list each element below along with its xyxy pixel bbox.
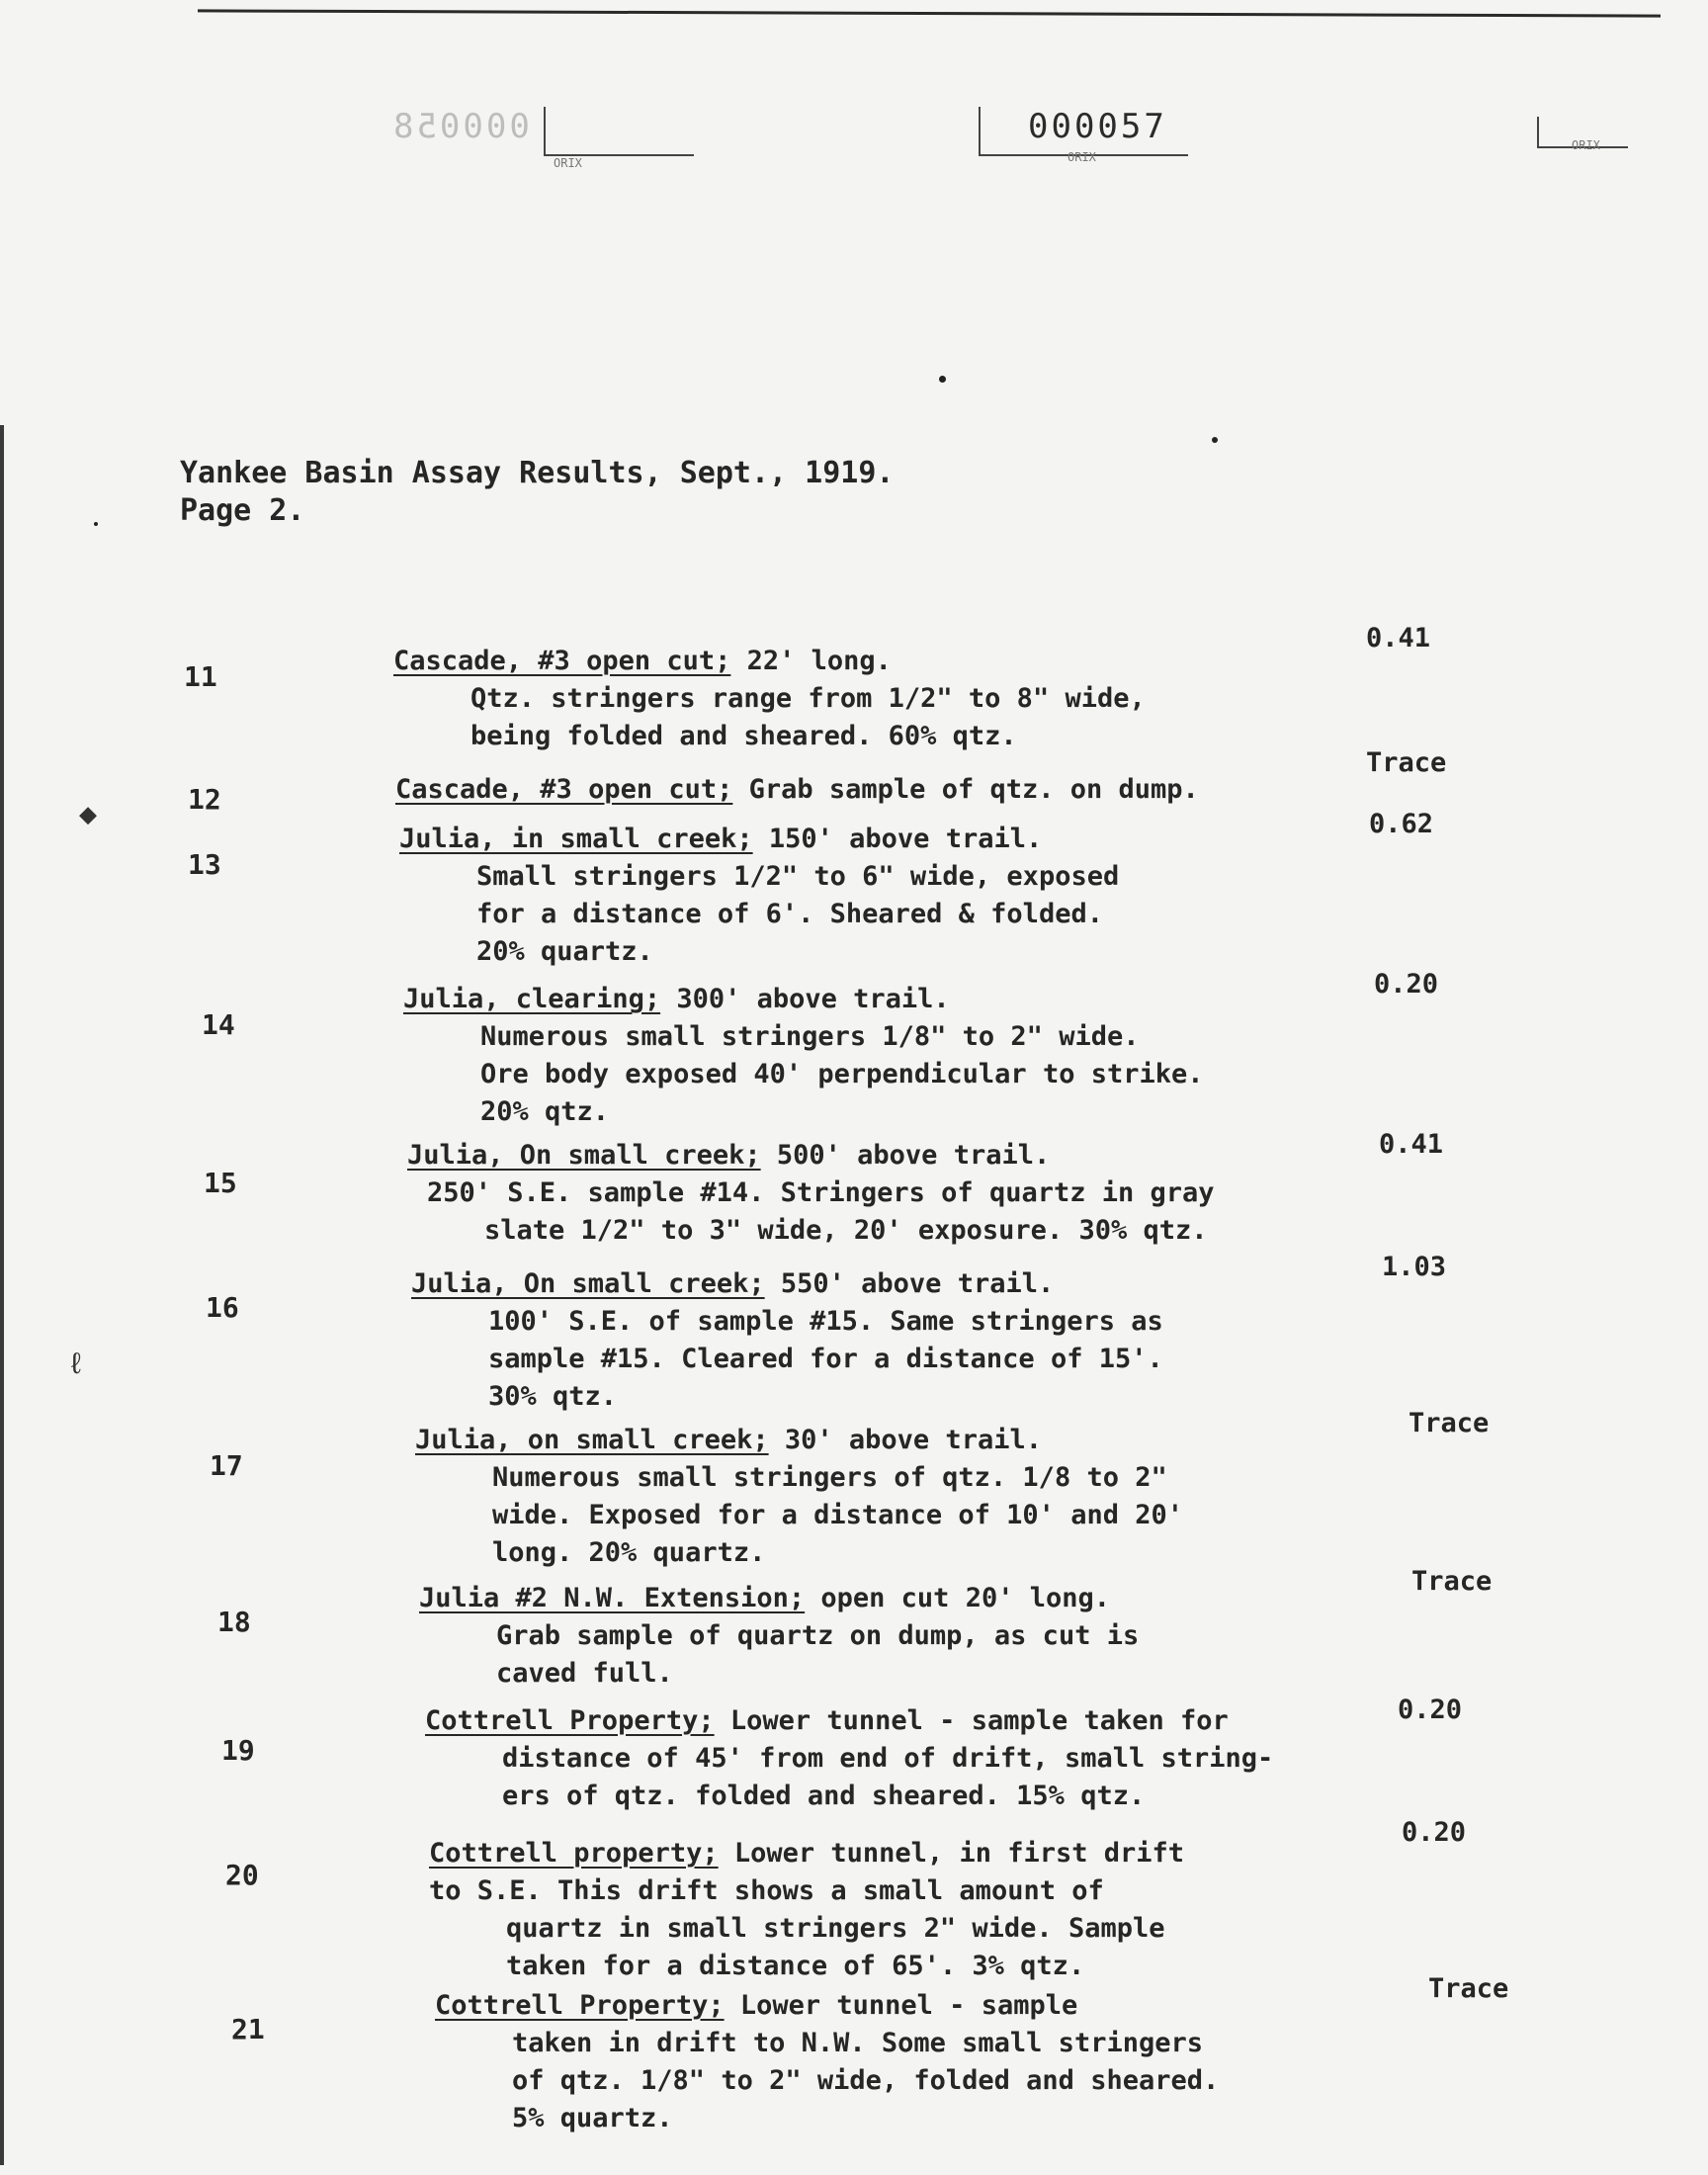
sample-location-detail: 30' above trail. <box>768 1425 1042 1455</box>
sample-description-line: taken for a distance of 65'. 3% qtz. <box>506 1951 1085 1981</box>
assay-value: 1.03 <box>1382 1252 1447 1282</box>
sample-number: 12 <box>188 783 221 816</box>
sample-location: Cottrell Property; <box>425 1705 715 1736</box>
stamp-bracket-main <box>979 107 1188 156</box>
sample-description-line: Ore body exposed 40' perpendicular to strike. <box>480 1059 1204 1089</box>
assay-value: Trace <box>1409 1408 1490 1438</box>
sample-number: 14 <box>202 1008 235 1041</box>
sample-description-line: 20% quartz. <box>476 936 653 967</box>
sample-entry <box>407 1137 1215 1250</box>
speck-mark <box>94 522 98 526</box>
document-title: Yankee Basin Assay Results, Sept., 1919. <box>180 456 895 490</box>
sample-number: 13 <box>188 848 221 881</box>
stamp-bracket-left <box>544 107 694 156</box>
assay-value: Trace <box>1428 1973 1509 2004</box>
sample-description-line: of qtz. 1/8" to 2" wide, folded and sheared. <box>512 2065 1220 2096</box>
sample-description-line: 20% qtz. <box>480 1096 610 1127</box>
speck-mark <box>939 376 946 383</box>
sample-location: Julia, on small creek; <box>415 1425 769 1455</box>
sample-entry <box>429 1835 1184 1985</box>
sample-description-line: quartz in small stringers 2" wide. Sample <box>506 1913 1165 1944</box>
stamp-label-left: ORIX <box>554 156 582 170</box>
assay-value: 0.20 <box>1402 1817 1467 1848</box>
sample-description-line: ers of qtz. folded and sheared. 15% qtz. <box>502 1781 1146 1811</box>
sample-number: 21 <box>231 2013 265 2045</box>
sample-location: Julia, On small creek; <box>411 1268 765 1299</box>
sample-description-line: distance of 45' from end of drift, small string- <box>502 1743 1274 1774</box>
sample-entry <box>395 771 1199 809</box>
sample-description-line: Qtz. stringers range from 1/2" to 8" wide, <box>470 683 1146 714</box>
sample-location: Cottrell property; <box>429 1838 719 1869</box>
assay-value: 0.20 <box>1398 1695 1463 1725</box>
sample-number: 20 <box>225 1859 259 1891</box>
sample-entry <box>403 981 1204 1131</box>
sample-location-detail: Lower tunnel, in first drift <box>718 1838 1185 1869</box>
sample-description-line: 5% quartz. <box>512 2103 673 2133</box>
sample-location: Julia #2 N.W. Extension; <box>419 1583 806 1613</box>
sample-location: Julia, in small creek; <box>399 824 753 854</box>
sample-location-detail: Lower tunnel - sample <box>724 1990 1078 2021</box>
sample-description-line: wide. Exposed for a distance of 10' and 20' <box>492 1500 1183 1530</box>
sample-location-detail: 22' long. <box>730 646 892 676</box>
sample-location: Cottrell Property; <box>435 1990 725 2021</box>
assay-value: 0.62 <box>1369 809 1434 839</box>
sample-number: 17 <box>210 1449 243 1482</box>
assay-value: 0.20 <box>1374 969 1439 1000</box>
sample-entry <box>435 1987 1219 2137</box>
sample-description-line: 250' S.E. sample #14. Stringers of quartz in gray <box>427 1177 1215 1208</box>
sample-location-detail: 150' above trail. <box>752 824 1043 854</box>
sample-number: 19 <box>221 1734 255 1767</box>
stamp-label-main: ORIX <box>1068 150 1096 164</box>
sample-entry <box>393 643 1146 755</box>
assay-value: Trace <box>1411 1566 1493 1597</box>
speck-mark <box>1212 437 1218 443</box>
sample-location-detail: Lower tunnel - sample taken for <box>714 1705 1229 1736</box>
sample-location: Julia, On small creek; <box>407 1140 761 1171</box>
ghost-bates-stamp: 000058 <box>390 107 530 146</box>
sample-description-line: to S.E. This drift shows a small amount of <box>429 1875 1104 1906</box>
sample-description-line: long. 20% quartz. <box>492 1537 766 1568</box>
sample-number: 11 <box>184 660 217 693</box>
sample-description-line: Numerous small stringers 1/8" to 2" wide. <box>480 1021 1140 1052</box>
margin-mark-icon: ℓ <box>67 1347 86 1381</box>
document-header <box>180 455 894 530</box>
sample-number: 16 <box>206 1291 239 1324</box>
page-label: Page 2. <box>180 493 305 528</box>
left-margin-edge <box>0 425 4 2165</box>
sample-description-line: 30% qtz. <box>488 1381 618 1412</box>
sample-entry <box>415 1422 1183 1572</box>
assay-value: Trace <box>1366 747 1447 778</box>
sample-description-line: Small stringers 1/2" to 6" wide, exposed <box>476 861 1120 892</box>
sample-description-line: slate 1/2" to 3" wide, 20' exposure. 30% qtz. <box>484 1215 1208 1246</box>
margin-mark-icon: ◆ <box>79 797 98 831</box>
sample-description-line: Numerous small stringers of qtz. 1/8 to 2" <box>492 1462 1167 1493</box>
sample-location-detail: Grab sample of qtz. on dump. <box>732 774 1199 805</box>
stamp-label-right: ORIX <box>1572 138 1600 152</box>
sample-description-line: being folded and sheared. 60% qtz. <box>470 721 1017 751</box>
sample-location: Julia, clearing; <box>403 984 661 1014</box>
sample-location: Cascade, #3 open cut; <box>395 774 733 805</box>
sample-number: 15 <box>204 1167 237 1199</box>
assay-value: 0.41 <box>1366 623 1431 653</box>
sample-entry <box>425 1702 1273 1815</box>
bates-stamp-number: 000057 <box>1028 107 1167 146</box>
sample-description-line: sample #15. Cleared for a distance of 15'. <box>488 1344 1163 1374</box>
sample-description-line: 100' S.E. of sample #15. Same stringers as <box>488 1306 1163 1337</box>
sample-number: 18 <box>217 1606 251 1638</box>
sample-entry <box>399 821 1119 971</box>
sample-location-detail: 550' above trail. <box>764 1268 1055 1299</box>
sample-description-line: taken in drift to N.W. Some small stringers <box>512 2028 1203 2058</box>
assay-value: 0.41 <box>1379 1129 1444 1160</box>
sample-entry <box>419 1580 1139 1693</box>
sample-location-detail: 300' above trail. <box>660 984 950 1014</box>
sample-location-detail: open cut 20' long. <box>805 1583 1110 1613</box>
sample-description-line: for a distance of 6'. Sheared & folded. <box>476 899 1103 929</box>
page-edge-line <box>198 9 1661 17</box>
sample-location-detail: 500' above trail. <box>760 1140 1051 1171</box>
sample-location: Cascade, #3 open cut; <box>393 646 731 676</box>
sample-description-line: caved full. <box>496 1658 673 1689</box>
sample-description-line: Grab sample of quartz on dump, as cut is <box>496 1620 1140 1651</box>
sample-entry <box>411 1265 1163 1416</box>
